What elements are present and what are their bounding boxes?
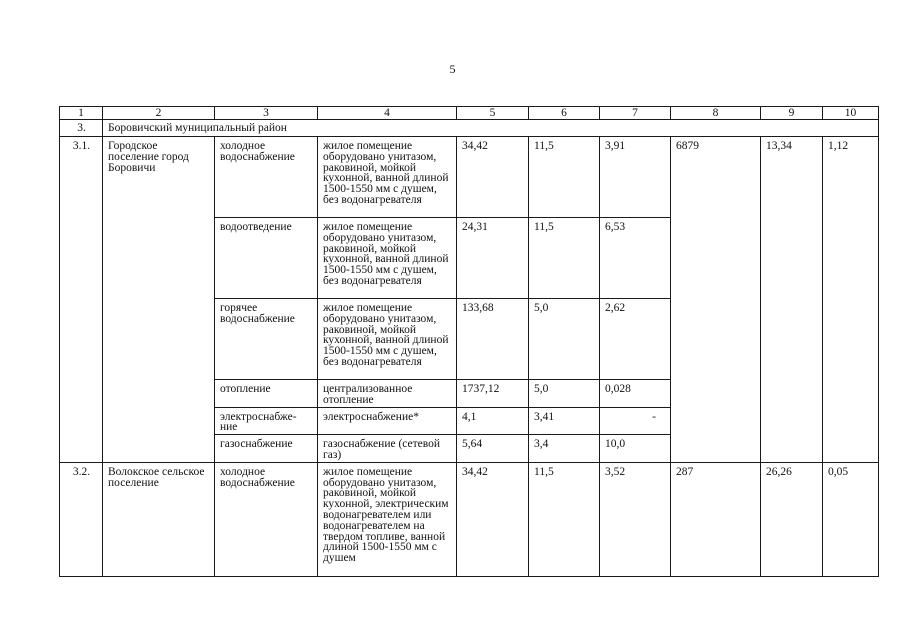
value-col7: 0,028 <box>600 380 671 408</box>
settlement-name: Городское поселение город Боровичи <box>103 137 215 463</box>
value-col6: 11,5 <box>529 462 600 576</box>
value-col6: 5,0 <box>529 380 600 408</box>
column-header: 4 <box>318 107 457 120</box>
settlement-name: Волокское сельское поселение <box>103 462 215 576</box>
service-name: холодное водоснабжение <box>215 462 318 576</box>
page-number: 5 <box>449 62 456 76</box>
district-number: 3. <box>60 120 103 137</box>
value-col5: 24,31 <box>457 218 529 299</box>
value-col7 <box>600 407 671 435</box>
value-col5: 1737,12 <box>457 380 529 408</box>
service-description: жилое помещение оборудовано унитазом, раковиной, мойкой кухонной, электрическим водонагревателем или водонагревателем на твердом топливе, ванной длиной 1500-1550 мм с душем <box>318 462 457 576</box>
value-col5: 34,42 <box>457 462 529 576</box>
value-col5: 4,1 <box>457 407 529 435</box>
tariff-table <box>59 106 879 577</box>
column-header: 3 <box>215 107 318 120</box>
column-header: 2 <box>103 107 215 120</box>
service-name: отопление <box>215 380 318 408</box>
value-col6: 3,4 <box>529 435 600 463</box>
value-col9: 26,26 <box>761 462 823 576</box>
column-header: 8 <box>671 107 761 120</box>
value-col7: 10,0 <box>600 435 671 463</box>
value-col10: 0,05 <box>823 462 879 576</box>
value-col6: 11,5 <box>529 218 600 299</box>
value-col7: 6,53 <box>600 218 671 299</box>
column-header: 7 <box>600 107 671 120</box>
column-number-row <box>60 107 879 120</box>
value-col8: 287 <box>671 462 761 576</box>
service-name: электроснабже-ние <box>215 407 318 435</box>
value-col6: 5,0 <box>529 299 600 380</box>
column-header: 10 <box>823 107 879 120</box>
table-row <box>60 462 879 576</box>
service-name: газоснабжение <box>215 435 318 463</box>
value-col10: 1,12 <box>823 137 879 463</box>
service-description: жилое помещение оборудовано унитазом, раковиной, мойкой кухонной, ванной длиной 1500-1550 мм с душем, без водонагревателя <box>318 218 457 299</box>
table-row <box>60 137 879 218</box>
value-col5: 133,68 <box>457 299 529 380</box>
settlement-number: 3.2. <box>60 462 103 576</box>
value-col5: 34,42 <box>457 137 529 218</box>
service-name: холодное водоснабжение <box>215 137 318 218</box>
value-col6: 3,41 <box>529 407 600 435</box>
value-col6: 11,5 <box>529 137 600 218</box>
column-header: 1 <box>60 107 103 120</box>
service-description: жилое помещение оборудовано унитазом, раковиной, мойкой кухонной, ванной длиной 1500-1550 мм с душем, без водонагревателя <box>318 299 457 380</box>
value-col8: 6879 <box>671 137 761 463</box>
service-description: газоснабжение (сетевой газ) <box>318 435 457 463</box>
column-header: 9 <box>761 107 823 120</box>
settlement-number: 3.1. <box>60 137 103 463</box>
service-description: электроснабжение* <box>318 407 457 435</box>
service-description: централизованное отопление <box>318 380 457 408</box>
service-name: водоотведение <box>215 218 318 299</box>
column-header: 6 <box>529 107 600 120</box>
district-name: Боровичский муниципальный район <box>103 120 879 137</box>
value-col7: 2,62 <box>600 299 671 380</box>
empty-value-dash: - <box>652 410 656 423</box>
value-col7: 3,91 <box>600 137 671 218</box>
value-col5: 5,64 <box>457 435 529 463</box>
value-col9: 13,34 <box>761 137 823 463</box>
district-row <box>60 120 879 137</box>
service-description: жилое помещение оборудовано унитазом, раковиной, мойкой кухонной, ванной длиной 1500-1550 мм с душем, без водонагревателя <box>318 137 457 218</box>
value-col7: 3,52 <box>600 462 671 576</box>
column-header: 5 <box>457 107 529 120</box>
service-name: горячее водоснабжение <box>215 299 318 380</box>
